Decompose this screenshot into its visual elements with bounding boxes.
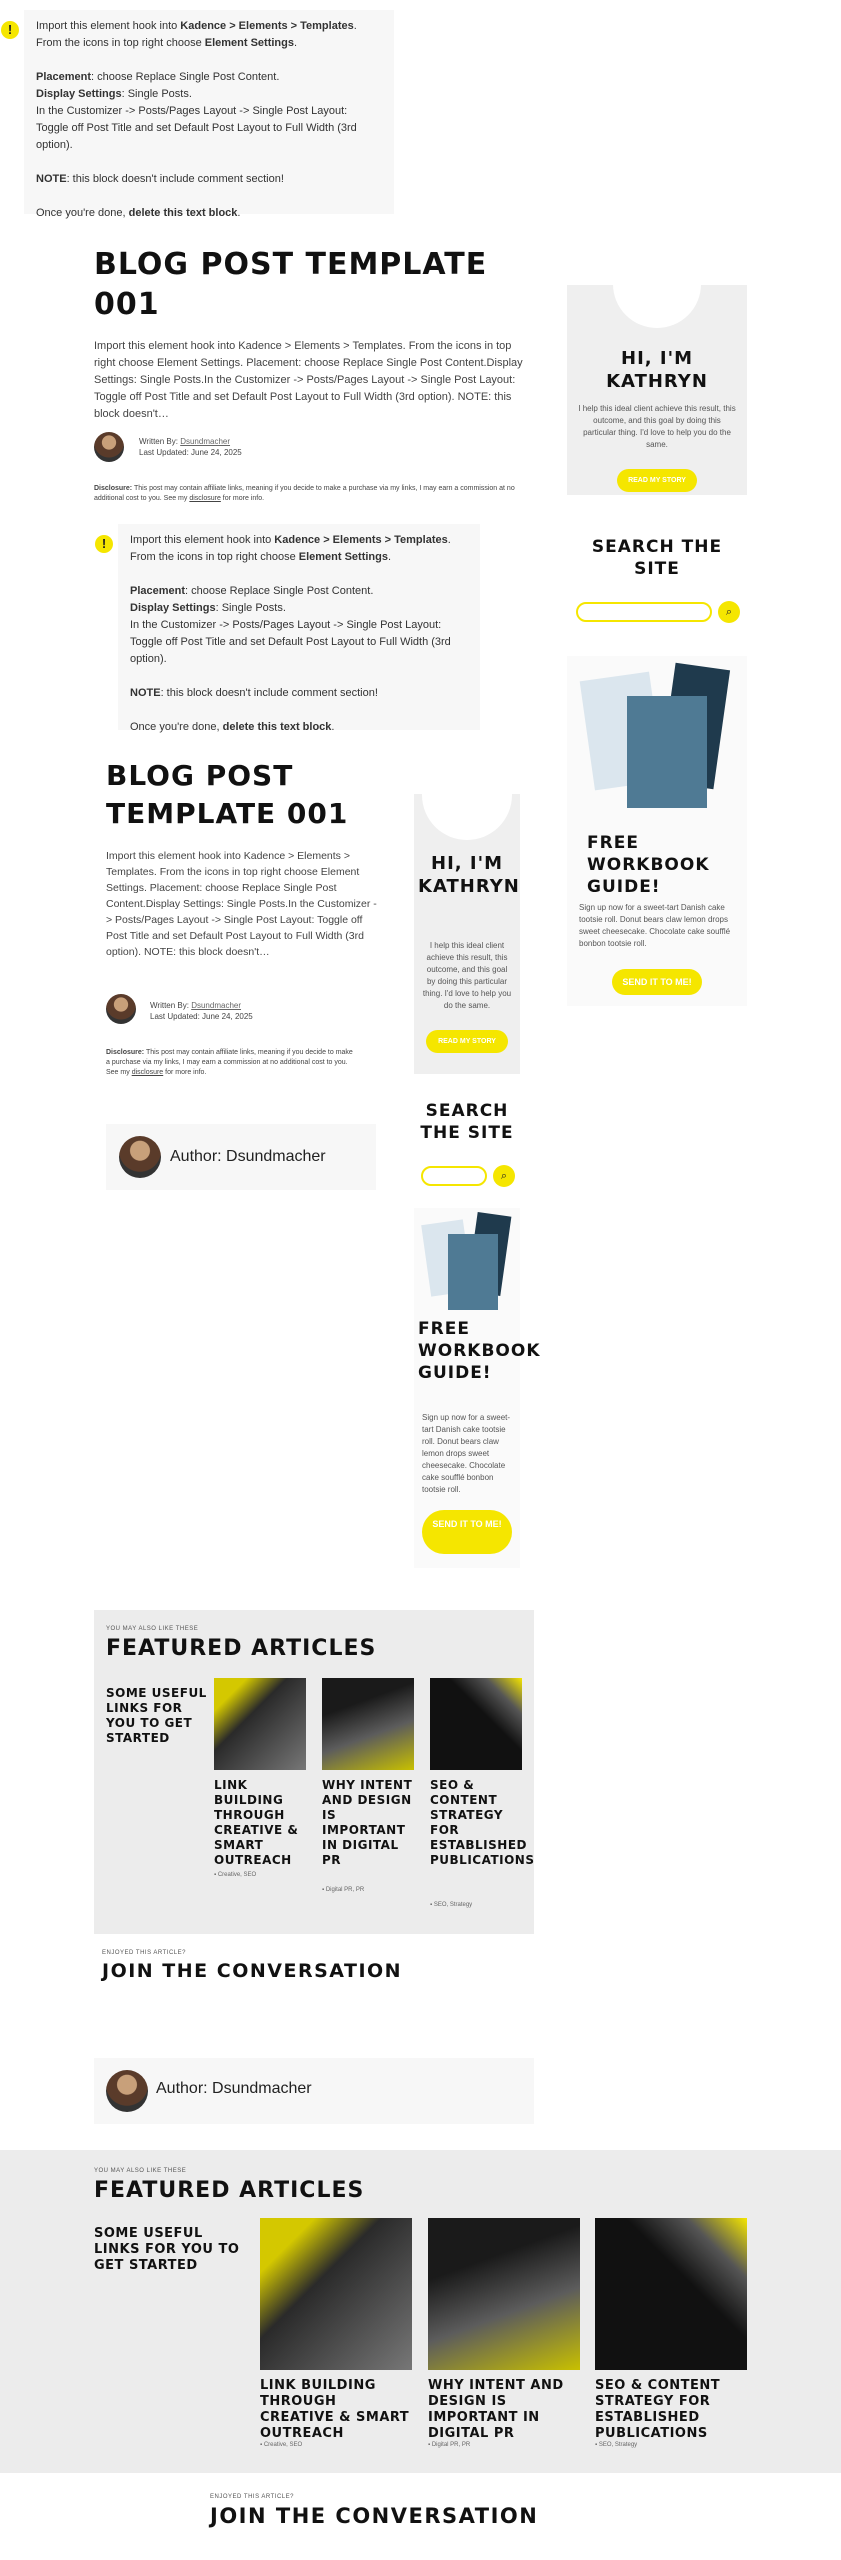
done-bold: delete this text block (222, 721, 332, 733)
workbook-image (426, 1214, 510, 1314)
workbook-text: Sign up now for a sweet-tart Danish cake tootsie roll. Donut bears claw lemon drops sweet cheesecake. Chocolate cake soufflé bonbon tootsie roll. (422, 1413, 511, 1494)
author-box-wide (94, 2058, 534, 2124)
about-photo (422, 750, 512, 840)
send-it-button[interactable]: SEND IT TO ME! (422, 1510, 512, 1554)
search-input-narrow[interactable] (421, 1166, 487, 1186)
post-meta (139, 436, 242, 458)
notice-bold: Kadence > Elements > Templates (180, 20, 354, 32)
display-text: : Single Posts. (215, 602, 286, 614)
placement-label: Placement (36, 71, 92, 83)
warning-icon: ! (95, 535, 113, 553)
workbook-image (587, 666, 727, 816)
featured-kicker: YOU MAY ALSO LIKE THESE (106, 1626, 199, 1632)
article-title-3[interactable]: SEO & CONTENT STRATEGY FOR ESTABLISHED PUBLICATIONS (595, 2378, 721, 2441)
about-title: HI, I'M KATHRYN (418, 853, 520, 897)
folder-icon: ▪ (260, 2442, 263, 2448)
done-text: Once you're done, (36, 207, 129, 219)
folder-icon: ▪ (214, 1872, 217, 1878)
article-title-1[interactable]: LINK BUILDING THROUGH CREATIVE & SMART OUTREACH (260, 2378, 410, 2441)
send-it-button[interactable]: SEND IT TO ME! (612, 969, 702, 995)
done-text: Once you're done, (130, 721, 223, 733)
instruction-notice-2 (118, 524, 480, 733)
done-bold: delete this text block (128, 207, 238, 219)
useful-links-title: SOME USEFUL LINKS FOR YOU TO GET STARTED (94, 2226, 240, 2273)
author-link[interactable]: Dsundmacher (191, 1001, 242, 1010)
search-icon: ⌕ (500, 1170, 508, 1182)
workbook-card-narrow (414, 1208, 541, 1568)
article-title-2[interactable]: WHY INTENT AND DESIGN IS IMPORTANT IN DIGITAL PR (428, 2378, 564, 2441)
note-text: : this block doesn't include comment section! (66, 173, 284, 185)
post-excerpt-2: Import this element hook into Kadence > Elements > Templates. From the icons in top right choose Element Settings. Placement: choose Replace Single Post Content.Display Settings: Single Posts.In the Customizer -> Posts/Pages Layout -> Single Post Layout: Toggle off Post Title and set Default Post Layout to Full Width (3rd option). NOTE: this block doesn't… (106, 850, 377, 958)
notice-text: Import this element hook into (36, 20, 181, 32)
featured-title: FEATURED ARTICLES (106, 1636, 377, 1661)
written-by-label: Written By: (139, 437, 181, 446)
notice-text: . (447, 534, 451, 546)
article-cats-text[interactable]: SEO, Strategy (598, 2442, 638, 2448)
article-cats-1 (260, 2442, 302, 2448)
about-title: HI, I'M KATHRYN (606, 348, 708, 392)
conversation-title: JOIN THE CONVERSATION (102, 1960, 403, 1982)
notice-bold: Element Settings (298, 551, 388, 563)
article-cats-text[interactable]: Creative, SEO (217, 1872, 257, 1878)
notice-text: From the icons in top right choose (130, 551, 299, 563)
about-text: I help this ideal client achieve this result, this outcome, and this goal by doing this particular thing. I'd love to help you do the same. (422, 941, 512, 1010)
search-title: SEARCH THE SITE (591, 537, 723, 579)
search-input[interactable] (576, 602, 712, 622)
workbook-text: Sign up now for a sweet-tart Danish cake tootsie roll. Donut bears claw lemon drops sweet cheesecake. Chocolate cake soufflé bonbon tootsie roll. (579, 903, 731, 948)
article-cats-text[interactable]: Digital PR, PR (431, 2442, 471, 2448)
article-cats-2 (322, 1887, 364, 1893)
article-cats-1 (214, 1872, 256, 1878)
placement-label: Placement (130, 585, 186, 597)
featured-section (94, 1610, 534, 1934)
about-card-narrow (414, 794, 520, 1074)
display-label: Display Settings (130, 602, 216, 614)
workbook-title: FREE WORKBOOK GUIDE! (418, 1319, 541, 1383)
article-image-1[interactable] (214, 1678, 306, 1770)
notice-text: . (388, 551, 392, 563)
read-my-story-button[interactable]: READ MY STORY (617, 469, 697, 492)
disclosure-text: for more info. (220, 495, 265, 502)
author-avatar-2 (106, 994, 136, 1024)
disclosure-label: Disclosure: (94, 485, 133, 492)
article-image-3[interactable] (430, 1678, 522, 1770)
article-cats-3 (595, 2442, 637, 2448)
article-title-3[interactable]: SEO & CONTENT STRATEGY FOR ESTABLISHED PUBLICATIONS (430, 1778, 535, 1867)
author-link[interactable]: Dsundmacher (180, 437, 231, 446)
article-cats-3 (430, 1902, 472, 1908)
post-title-2: BLOG POST TEMPLATE 001 (106, 759, 349, 830)
article-image-2[interactable] (322, 1678, 414, 1770)
post-excerpt: Import this element hook into Kadence > Elements > Templates. From the icons in top right choose Element Settings. Placement: choose Replace Single Post Content.Display Settings: Single Posts.In the Customizer -> Posts/Pages Layout -> Single Post Layout: Toggle off Post Title and set Default Post Layout to Full Width (3rd option). NOTE: this block doesn't… (94, 340, 523, 420)
written-by-label: Written By: (150, 1001, 192, 1010)
notice-text: . (294, 37, 298, 49)
workbook-title: FREE WORKBOOK GUIDE! (587, 833, 710, 897)
notice-text: From the icons in top right choose (36, 37, 205, 49)
post-meta-2 (150, 1000, 253, 1022)
disclosure-text: This post may contain affiliate links, meaning if you decide to make a purchase via my links, I may earn a commission at no additional cost to you. See my (106, 1049, 353, 1076)
display-label: Display Settings (36, 88, 122, 100)
done-text: . (331, 721, 335, 733)
author-box-label: Author: Dsundmacher (156, 2080, 312, 2097)
placement-text: : choose Replace Single Post Content. (185, 585, 374, 597)
customizer-text: In the Customizer -> Posts/Pages Layout -> Single Post Layout: Toggle off Post Title and set Default Post Layout to Full Width (3rd option). (130, 619, 451, 665)
conversation-kicker: ENJOYED THIS ARTICLE? (210, 2494, 294, 2500)
folder-icon: ▪ (322, 1887, 325, 1893)
disclosure-label: Disclosure: (106, 1049, 145, 1056)
author-box-avatar (119, 1136, 161, 1178)
notice-text: . (353, 20, 357, 32)
article-cats-text[interactable]: Digital PR, PR (325, 1887, 365, 1893)
disclosure-2 (106, 1048, 358, 1078)
conversation-title: JOIN THE CONVERSATION (210, 2504, 539, 2528)
disclosure-text: for more info. (163, 1069, 207, 1076)
read-my-story-button[interactable]: READ MY STORY (426, 1030, 508, 1053)
article-image-2[interactable] (428, 2218, 580, 2370)
warning-icon: ! (1, 21, 19, 39)
about-card (567, 285, 747, 465)
search-button-narrow[interactable] (493, 1165, 515, 1187)
display-text: : Single Posts. (121, 88, 192, 100)
author-avatar (94, 432, 124, 462)
featured-kicker: YOU MAY ALSO LIKE THESE (94, 2168, 187, 2174)
article-title-1[interactable]: LINK BUILDING THROUGH CREATIVE & SMART OUTREACH (214, 1778, 299, 1867)
last-updated: Last Updated: June 24, 2025 (139, 448, 242, 457)
article-image-3[interactable] (595, 2218, 747, 2370)
notice-bold: Element Settings (204, 37, 294, 49)
disclosure-link[interactable]: disclosure (131, 1069, 164, 1076)
note-label: NOTE (36, 173, 67, 185)
instruction-notice (24, 10, 394, 219)
article-title-2[interactable]: WHY INTENT AND DESIGN IS IMPORTANT IN DIGITAL PR (322, 1778, 413, 1867)
workbook-card (567, 656, 747, 1006)
article-cats-2 (428, 2442, 470, 2448)
placement-text: : choose Replace Single Post Content. (91, 71, 280, 83)
done-text: . (237, 207, 241, 219)
featured-title: FEATURED ARTICLES (94, 2178, 365, 2203)
note-label: NOTE (130, 687, 161, 699)
folder-icon: ▪ (595, 2442, 598, 2448)
featured-section-wide (0, 2150, 841, 2473)
article-cats-text[interactable]: SEO, Strategy (433, 1902, 473, 1908)
customizer-text: In the Customizer -> Posts/Pages Layout -> Single Post Layout: Toggle off Post Title and set Default Post Layout to Full Width (3rd option). (36, 105, 357, 151)
notice-text: Import this element hook into (130, 534, 275, 546)
folder-icon: ▪ (428, 2442, 431, 2448)
post-title: BLOG POST TEMPLATE 001 (94, 247, 488, 322)
notice-bold: Kadence > Elements > Templates (274, 534, 448, 546)
about-photo (613, 240, 701, 328)
disclosure (94, 484, 524, 504)
useful-links-title: SOME USEFUL LINKS FOR YOU TO GET STARTED (106, 1686, 207, 1745)
conversation-kicker: ENJOYED THIS ARTICLE? (102, 1950, 186, 1956)
disclosure-text: This post may contain affiliate links, meaning if you decide to make a purchase via my links, I may earn a commission at no additional cost to you. See my (94, 485, 515, 502)
about-text: I help this ideal client achieve this result, this outcome, and this goal by doing this particular thing. I'd love to help you do the same. (578, 404, 736, 449)
folder-icon: ▪ (430, 1902, 433, 1908)
note-text: : this block doesn't include comment section! (160, 687, 378, 699)
author-box-label: Author: Dsundmacher (170, 1148, 326, 1165)
last-updated: Last Updated: June 24, 2025 (150, 1012, 253, 1021)
search-title-narrow: SEARCH THE SITE (420, 1101, 514, 1143)
search-icon: ⌕ (725, 606, 733, 618)
search-button[interactable] (718, 601, 740, 623)
article-cats-text[interactable]: Creative, SEO (263, 2442, 303, 2448)
article-image-1[interactable] (260, 2218, 412, 2370)
disclosure-link[interactable]: disclosure (189, 495, 221, 502)
author-box-avatar (106, 2070, 148, 2112)
author-box (106, 1124, 376, 1190)
